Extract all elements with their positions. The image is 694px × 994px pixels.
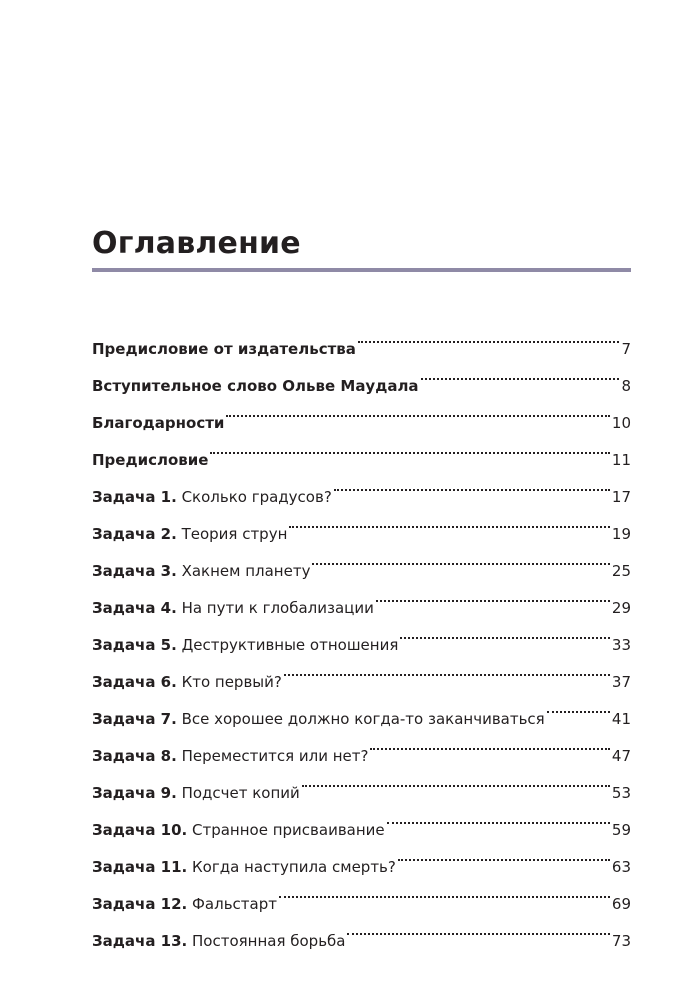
toc-page-number: 73 [611,932,631,950]
title-underline [92,268,631,272]
page-title: Оглавление [92,226,301,261]
toc-entry-title: Сколько градусов? [176,488,332,506]
toc-entry-title: Постоянная борьба [187,932,346,950]
toc-page-number: 11 [611,451,631,469]
toc-page-number: 47 [611,747,631,765]
toc-entry-title: Подсчет копий [176,784,300,802]
dot-leader [279,872,610,909]
toc-entry-bold: Задача 3. [92,562,177,580]
toc-entry-bold: Вступительное слово Ольве Маудала [92,377,419,395]
toc-page-number: 63 [611,858,631,876]
toc-entry[interactable] [92,317,631,358]
dot-leader [370,724,609,761]
toc-page-number: 19 [611,525,631,543]
toc-entry-bold: Задача 13. [92,932,188,950]
toc-page-number: 41 [611,710,631,728]
dot-leader [302,761,610,798]
toc-entry-bold: Задача 12. [92,895,188,913]
dot-leader [284,650,610,687]
dot-leader [387,798,610,835]
toc-entry-title: Хакнем планету [176,562,311,580]
toc-entry-bold: Благодарности [92,414,225,432]
dot-leader [347,909,609,946]
toc-entry-bold: Предисловие [92,451,209,469]
toc-entry-bold: Задача 6. [92,673,177,691]
dot-leader [226,391,609,428]
toc-entry-bold: Задача 7. [92,710,177,728]
toc-page-number: 7 [621,340,631,358]
dot-leader [358,317,620,354]
toc-page-number: 59 [611,821,631,839]
toc-page-number: 10 [611,414,631,432]
table-of-contents [92,317,631,950]
toc-entry-bold: Задача 5. [92,636,177,654]
toc-page-number: 8 [621,377,631,395]
dot-leader [312,539,609,576]
toc-entry-title: Все хорошее должно когда-то заканчиваться [176,710,545,728]
toc-entry-title: На пути к глобализации [176,599,374,617]
dot-leader [400,613,610,650]
dot-leader [376,576,610,613]
toc-entry-bold: Задача 2. [92,525,177,543]
toc-page-number: 53 [611,784,631,802]
dot-leader [210,428,609,465]
dot-leader [334,465,610,502]
toc-entry-title: Деструктивные отношения [176,636,399,654]
toc-page-number: 29 [611,599,631,617]
toc-entry-bold: Задача 9. [92,784,177,802]
toc-page-number: 25 [611,562,631,580]
toc-page-number: 69 [611,895,631,913]
dot-leader [421,354,620,391]
toc-page-number: 33 [611,636,631,654]
toc-entry-bold: Задача 10. [92,821,188,839]
toc-entry-bold: Задача 1. [92,488,177,506]
toc-page-number: 37 [611,673,631,691]
dot-leader [398,835,610,872]
toc-entry-bold: Предисловие от издательства [92,340,356,358]
toc-entry-title: Фальстарт [187,895,277,913]
toc-entry-bold: Задача 11. [92,858,188,876]
toc-entry-title: Переместится или нет? [176,747,369,765]
dot-leader [289,502,610,539]
toc-entry-bold: Задача 4. [92,599,177,617]
toc-entry-title: Кто первый? [176,673,282,691]
toc-entry-title: Когда наступила смерть? [187,858,396,876]
dot-leader [547,687,610,724]
toc-entry-bold: Задача 8. [92,747,177,765]
toc-page-number: 17 [611,488,631,506]
toc-entry-title: Теория струн [176,525,288,543]
toc-entry-title: Странное присваивание [187,821,385,839]
